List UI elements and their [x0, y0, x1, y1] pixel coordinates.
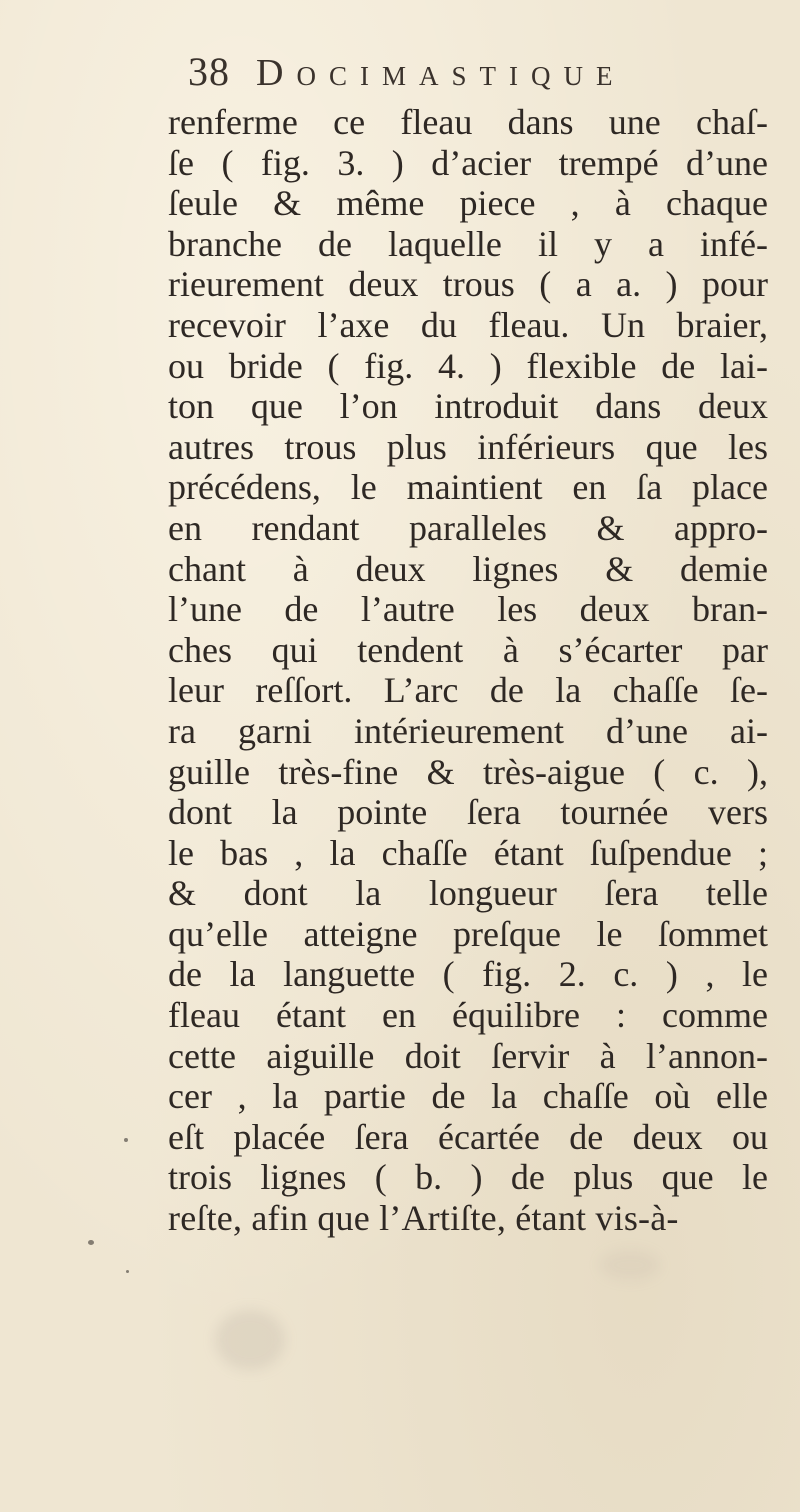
text-line: l’une de l’autre les deux bran-: [168, 589, 768, 630]
ink-speck: [126, 1270, 129, 1273]
text-line: le bas , la chaſſe étant ſuſpendue ;: [168, 832, 768, 873]
text-line: eſt placée ſera écartée de deux ou: [168, 1116, 768, 1157]
text-line: ches qui tendent à s’écarter par: [168, 629, 768, 670]
text-line: dont la pointe ſera tournée vers: [168, 792, 768, 833]
text-line: rieurement deux trous ( a a. ) pour: [168, 264, 768, 305]
text-line: ton que l’on introduit dans deux: [168, 386, 768, 427]
text-line: ſe ( fig. 3. ) d’acier trempé d’une: [168, 142, 768, 183]
page-header: [188, 48, 748, 98]
text-line: autres trous plus inférieurs que les: [168, 426, 768, 467]
text-line: branche de laquelle il y a infé-: [168, 223, 768, 264]
page-smudge: [600, 1250, 660, 1280]
text-line: cer , la partie de la chaſſe où elle: [168, 1076, 768, 1117]
text-line: & dont la longueur ſera telle: [168, 873, 768, 914]
text-line: de la languette ( fig. 2. c. ) , le: [168, 954, 768, 995]
text-line: chant à deux lignes & demie: [168, 548, 768, 589]
text-line: guille très-fine & très-aigue ( c. ),: [168, 751, 768, 792]
text-line: précédens, le maintient en ſa place: [168, 467, 768, 508]
text-line: fleau étant en équilibre : comme: [168, 995, 768, 1036]
ink-speck: [88, 1240, 94, 1245]
text-line: ra garni intérieurement d’une ai-: [168, 710, 768, 751]
text-line: qu’elle atteigne preſque le ſommet: [168, 913, 768, 954]
text-line: recevoir l’axe du fleau. Un braier,: [168, 304, 768, 345]
text-line: cette aiguille doit ſervir à l’annon-: [168, 1035, 768, 1076]
text-line: reſte, afin que l’Artiſte, étant vis-à-: [168, 1198, 679, 1239]
ink-speck: [124, 1138, 128, 1142]
page-smudge: [215, 1310, 285, 1370]
body-text: [168, 102, 768, 1239]
text-line: ou bride ( fig. 4. ) flexible de lai-: [168, 345, 768, 386]
text-line: leur reſſort. L’arc de la chaſſe ſe-: [168, 670, 768, 711]
page-number: 38: [188, 49, 230, 94]
text-line: ſeule & même piece , à chaque: [168, 183, 768, 224]
text-line: trois lignes ( b. ) de plus que le: [168, 1157, 768, 1198]
text-line: en rendant paralleles & appro-: [168, 507, 768, 548]
running-head: Docimastique: [256, 52, 626, 94]
text-line: renferme ce fleau dans une chaſ-: [168, 102, 768, 142]
